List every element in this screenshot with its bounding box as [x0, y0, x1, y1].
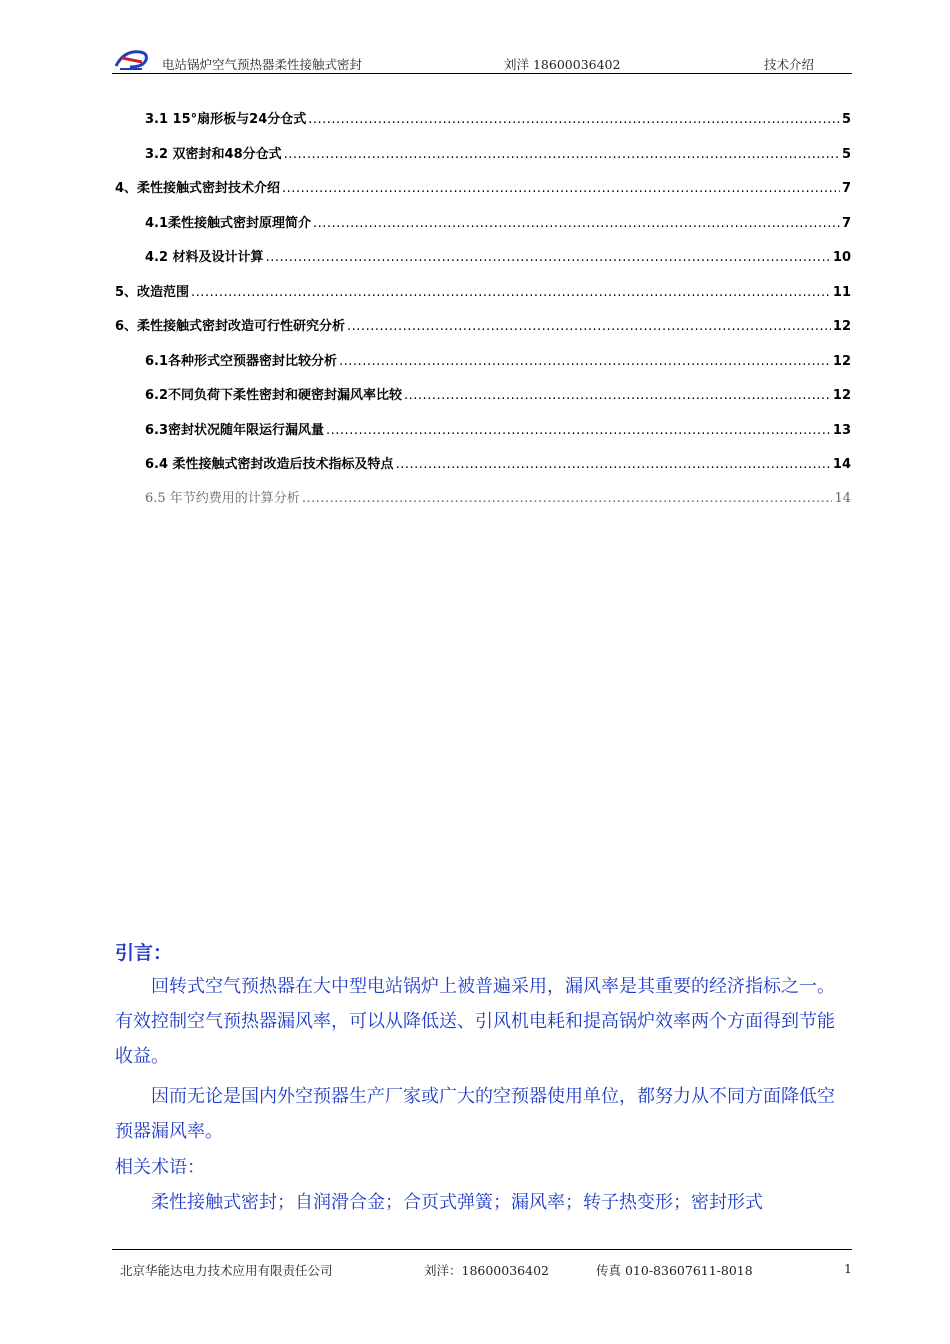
- toc-entry-page: 14: [832, 457, 851, 472]
- toc-leader-dots: [339, 354, 831, 369]
- toc-entry-page: 5: [841, 147, 851, 162]
- toc-entry-label: 3.2 双密封和48分仓式: [145, 147, 282, 162]
- terms-list: 柔性接触式密封；自润滑合金；合页式弹簧；漏风率；转子热变形；密封形式: [151, 1192, 763, 1213]
- toc-leader-dots: [284, 147, 840, 162]
- footer-fax: 传真 010-83607611-8018: [596, 1263, 753, 1278]
- toc-entry-page: 12: [832, 354, 851, 369]
- toc-entry[interactable]: [115, 315, 851, 335]
- toc-entry-page: 10: [832, 250, 851, 265]
- toc-entry-label: 4.2 材料及设计计算: [145, 250, 264, 265]
- toc-entry[interactable]: [145, 419, 851, 439]
- toc-entry-page: 12: [832, 319, 851, 334]
- header-doc-type: 技术介绍: [764, 57, 815, 72]
- toc-entry[interactable]: [145, 453, 851, 473]
- terms-label: 相关术语：: [115, 1157, 205, 1178]
- toc-entry-label: 6.3密封状况随年限运行漏风量: [145, 423, 325, 438]
- toc-entry[interactable]: [145, 350, 851, 370]
- toc-entry-page: 5: [841, 112, 851, 127]
- toc-entry[interactable]: [145, 143, 851, 163]
- toc-entry-label: 6、柔性接触式密封改造可行性研究分析: [115, 319, 346, 334]
- intro-heading: 引言：: [115, 942, 173, 964]
- toc-entry[interactable]: [145, 384, 851, 404]
- toc-leader-dots: [326, 423, 831, 438]
- toc-entry-label: 4.1柔性接触式密封原理简介: [145, 216, 312, 231]
- toc-entry-page: 7: [841, 216, 851, 231]
- toc-entry[interactable]: [115, 177, 851, 197]
- toc-entry-label: 5、改造范围: [115, 285, 190, 300]
- toc-entry[interactable]: [145, 108, 851, 128]
- toc-leader-dots: [302, 491, 833, 506]
- page-number: 1: [844, 1261, 852, 1276]
- toc-entry-label: 6.2不同负荷下柔性密封和硬密封漏风率比较: [145, 388, 403, 403]
- footer-contact: 刘洋：18600036402: [424, 1263, 549, 1278]
- toc-entry-page: 13: [832, 423, 851, 438]
- toc-entry-label: 4、柔性接触式密封技术介绍: [115, 181, 281, 196]
- toc-entry[interactable]: [145, 246, 851, 266]
- toc-leader-dots: [308, 112, 840, 127]
- toc-leader-dots: [282, 181, 840, 196]
- footer-company: 北京华能达电力技术应用有限责任公司: [120, 1263, 333, 1278]
- toc-leader-dots: [266, 250, 831, 265]
- toc-entry-label: 6.1各种形式空预器密封比较分析: [145, 354, 338, 369]
- toc-entry-label: 6.5 年节约费用的计算分析: [145, 491, 300, 506]
- toc-leader-dots: [191, 285, 831, 300]
- header-contact: 刘洋 18600036402: [504, 57, 621, 72]
- header-title: 电站锅炉空气预热器柔性接触式密封: [162, 57, 363, 72]
- toc-entry[interactable]: [145, 212, 851, 232]
- toc-entry-page: 11: [832, 285, 851, 300]
- toc-entry-label: 6.4 柔性接触式密封改造后技术指标及特点: [145, 457, 394, 472]
- toc-entry-page: 14: [834, 491, 851, 506]
- toc-entry[interactable]: [115, 281, 851, 301]
- toc-entry-page: 12: [832, 388, 851, 403]
- toc-leader-dots: [347, 319, 831, 334]
- intro-paragraph-1: 回转式空气预热器在大中型电站锅炉上被普遍采用，漏风率是其重要的经济指标之一。有效控制空气预热器漏风率，可以从降低送、引风机电耗和提高锅炉效率两个方面得到节能收益。: [115, 976, 835, 1067]
- toc-leader-dots: [396, 457, 831, 472]
- toc-entry[interactable]: [145, 487, 851, 507]
- page-header: [112, 46, 852, 74]
- company-logo: [112, 46, 152, 72]
- intro-paragraph-2: 因而无论是国内外空预器生产厂家或广大的空预器使用单位，都努力从不同方面降低空预器漏风率。: [115, 1086, 835, 1142]
- toc-entry-label: 3.1 15°扇形板与24分仓式: [145, 112, 307, 127]
- toc-entry-page: 7: [841, 181, 851, 196]
- toc-leader-dots: [404, 388, 831, 403]
- page-footer: [112, 1249, 852, 1279]
- toc-leader-dots: [313, 216, 840, 231]
